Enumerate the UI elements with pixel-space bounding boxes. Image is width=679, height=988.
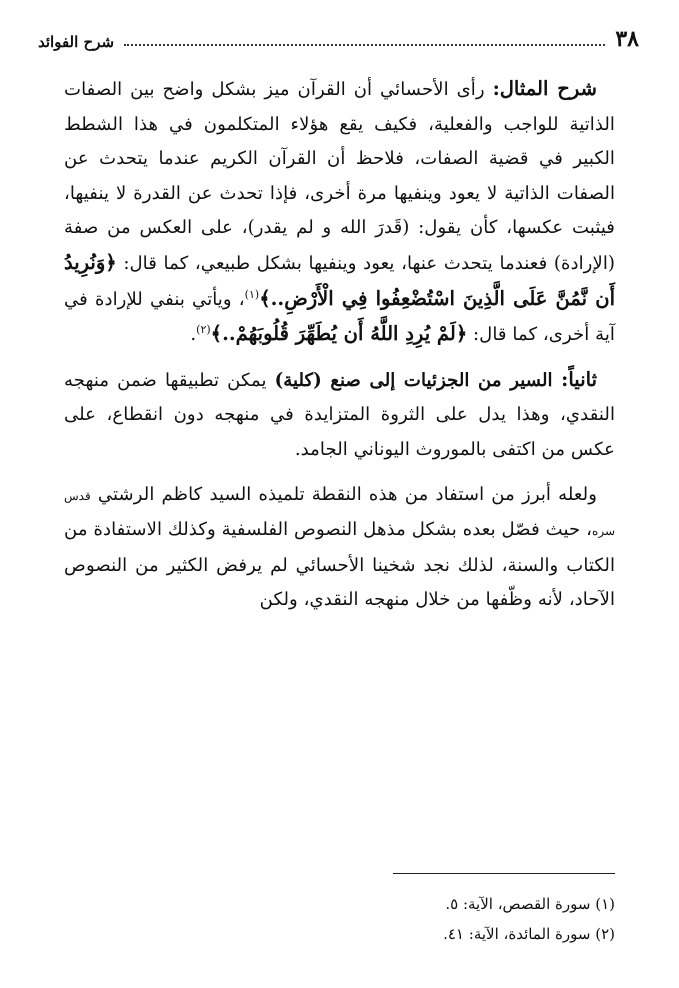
footnote-ref: (١) [244,287,260,301]
honorific-glyph: قدس سره [64,488,615,539]
paragraph-lead: شرح المثال: [492,77,597,100]
quran-quote: ﴿لَمْ يُرِدِ اللَّهُ أَن يُطَهِّرَ قُلُوبَهُمْ..﴾ [210,322,468,346]
paragraph-text: . [190,324,197,346]
footnotes [64,889,615,949]
bold-phrase: السير من الجزئيات إلى صنع (كلية) [274,369,562,391]
quran-quote: ﴿وَنُرِيدُ أَن نَّمُنَّ عَلَى الَّذِينَ اسْتُضْعِفُوا فِي الْأَرْضِ..﴾ [64,250,615,310]
paragraph-text: ، حيث فصّل بعده بشكل مذهل النصوص الفلسفية وكذلك الاستفادة من الكتاب والسنة، لذلك نجد شخينا الأحسائي لم يرفض الكثير من النصوص الآحاد، لأنه وظّفها من خلال منهجه النقدي، ولكن [64,519,615,611]
paragraph-lead: ثانياً: [561,367,597,391]
header-dotted-leader [124,44,605,46]
page-header [38,22,639,54]
footnote-1: (١) سورة القصص، الآية: ٥. [445,895,615,913]
main-text [64,72,615,618]
paragraph-text: ولعله أبرز من استفاد من هذه النقطة تلميذه السيد كاظم الرشتي [90,483,597,505]
running-title: شرح الفوائد [38,33,115,51]
page-number: ٣٨ [615,26,639,52]
paragraph-example-explanation [64,72,615,353]
paragraph-text: ، ويأتي بنفي للإرادة في آية أخرى، كما قال: [64,288,615,346]
paragraph-second-point [64,363,615,468]
paragraph-text: رأى الأحسائي أن القرآن ميز بشكل واضح بين الصفات الذاتية للواجب والفعلية، فكيف يقع هؤلاء المتكلمون في هذا الشطط الكبير في قضية الصفات، فلاحظ أن القرآن الكريم عندما يتحدث عن الصفات الذاتية لا يعود وينفيها مرة أخرى، فإذا تحدث عن القدرة لا ينفيها، فيثبت عكسها، كأن يقول: (قَدرَ الله و لم يقدر)، على العكس من صفة (الإرادة) فعندما يتحدث عنها، يعود وينفيها بشكل طبيعي، كما قال: [64,79,615,274]
footnote-separator [393,873,615,874]
footnote-ref: (٢) [196,323,211,337]
paragraph-text: يمكن تطبيقها ضمن منهجه النقدي، وهذا يدل على الثروة المتزايدة في منهجه دون انقطاع، على عكس من اكتفى بالموروث اليوناني الجامد. [64,369,615,460]
paragraph-student [64,478,615,618]
footnote-2: (٢) سورة المائدة، الآية: ٤١. [443,925,615,943]
